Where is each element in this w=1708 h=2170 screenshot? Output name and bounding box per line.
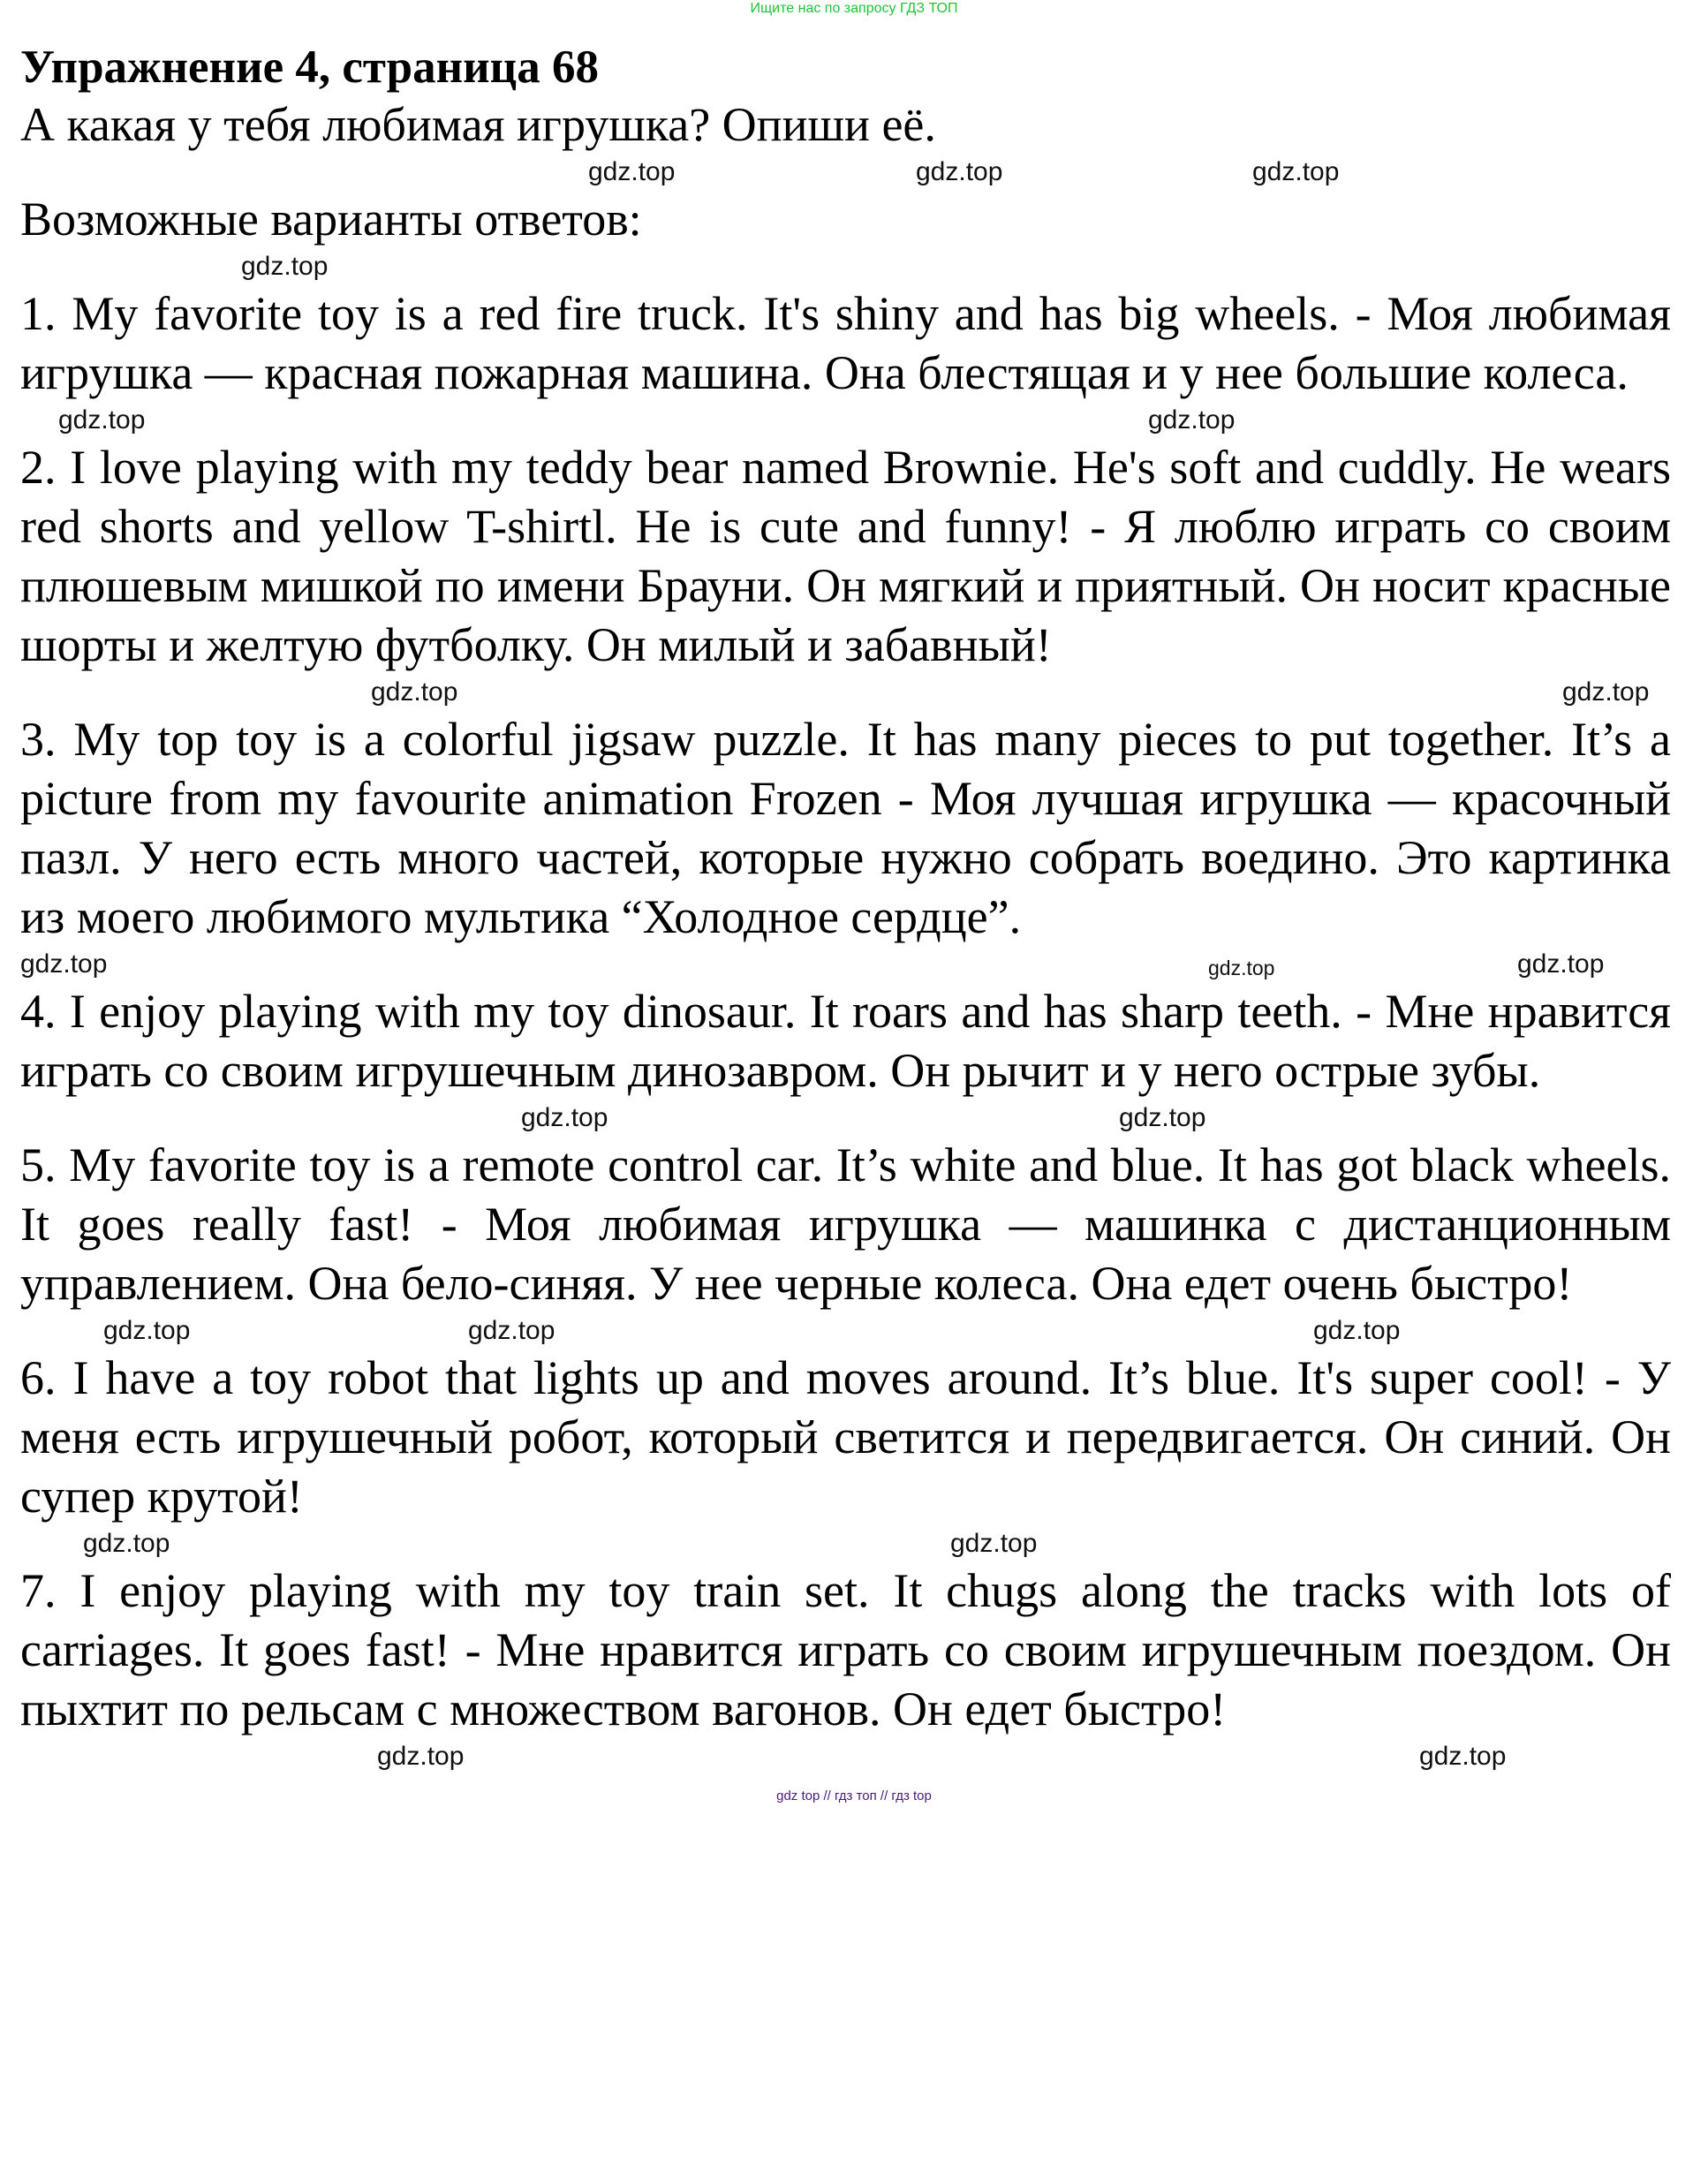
watermark: gdz.top <box>468 1316 555 1345</box>
watermark: gdz.top <box>1252 157 1340 186</box>
watermark-row <box>20 1313 1671 1349</box>
watermark-row <box>20 675 1671 710</box>
watermark: gdz.top <box>916 157 1003 186</box>
watermark-row <box>20 403 1671 438</box>
watermark: gdz.top <box>20 949 108 979</box>
watermark: gdz.top <box>241 252 329 281</box>
watermark: gdz.top <box>1517 949 1605 979</box>
watermark: gdz.top <box>58 405 146 435</box>
watermark: gdz.top <box>377 1742 465 1771</box>
watermark: gdz.top <box>1419 1742 1507 1771</box>
document-body <box>0 21 1708 1774</box>
watermark: gdz.top <box>1562 677 1650 707</box>
watermark: gdz.top <box>103 1316 191 1345</box>
footer-links: gdz top // гдз топ // гдз top <box>776 1788 932 1803</box>
watermark-row <box>20 1739 1671 1774</box>
watermark: gdz.top <box>521 1103 608 1132</box>
answer-2: 2. I love playing with my teddy bear named Brownie. He's soft and cuddly. He wears red shorts and yellow T-shirtl. He is cute and funny! - Я люблю играть со своим плюшевым мишкой по имени Брауни. Он мягкий и приятный. Он носит красные шорты и желтую футболку. Он милый и забавный! <box>20 441 1671 671</box>
watermark: gdz.top <box>588 157 676 186</box>
page-title: Упражнение 4, страница 68 <box>20 42 599 93</box>
answer-1: 1. My favorite toy is a red fire truck. It's shiny and has big wheels. - Моя любимая игрушка — красная пожарная машина. Она блестящая и у нее большие колеса. <box>20 287 1671 399</box>
watermark: gdz.top <box>1208 956 1275 979</box>
answer-4: 4. I enjoy playing with my toy dinosaur. It roars and has sharp teeth. - Мне нравится играть со своим игрушечным динозавром. Он рычит и у него острые зубы. <box>20 985 1671 1097</box>
watermark: gdz.top <box>1313 1316 1401 1345</box>
question: А какая у тебя любимая игрушка? Опиши её. <box>20 98 936 151</box>
watermark: gdz.top <box>1148 405 1236 435</box>
top-banner: Ищите нас по запросу ГДЗ ТОП <box>750 1 958 16</box>
watermark: gdz.top <box>950 1529 1038 1558</box>
watermark-row <box>20 1526 1671 1561</box>
answer-7: 7. I enjoy playing with my toy train set. It chugs along the tracks with lots of carriages. It goes fast! - Мне нравится играть со своим игрушечным поездом. Он пыхтит по рельсам с множеством вагонов. Он едет быстро! <box>20 1564 1671 1735</box>
watermark-row <box>20 249 1671 284</box>
watermark: gdz.top <box>371 677 458 707</box>
watermark: gdz.top <box>83 1529 170 1558</box>
answer-6: 6. I have a toy robot that lights up and moves around. It’s blue. It's super cool! - У меня есть игрушечный робот, который светится и передвигается. Он синий. Он супер крутой! <box>20 1351 1671 1523</box>
answer-5: 5. My favorite toy is a remote control car. It’s white and blue. It has got black wheels. It goes really fast! - Моя любимая игрушка — машинка с дистанционным управлением. Она бело-синяя. У нее черные колеса. Она едет очень быстро! <box>20 1138 1671 1310</box>
watermark-row <box>20 947 1671 982</box>
answer-3: 3. My top toy is a colorful jigsaw puzzle. It has many pieces to put together. It’s a picture from my favourite animation Frozen - Моя лучшая игрушка — красочный пазл. У него есть много частей, которые нужно собрать воедино. Это картинка из моего любимого мультика “Холодное сердце”. <box>20 713 1671 943</box>
watermark-row <box>20 1100 1671 1136</box>
watermark: gdz.top <box>1119 1103 1206 1132</box>
answers-heading: Возможные варианты ответов: <box>20 193 642 246</box>
watermark-row <box>20 155 1671 190</box>
